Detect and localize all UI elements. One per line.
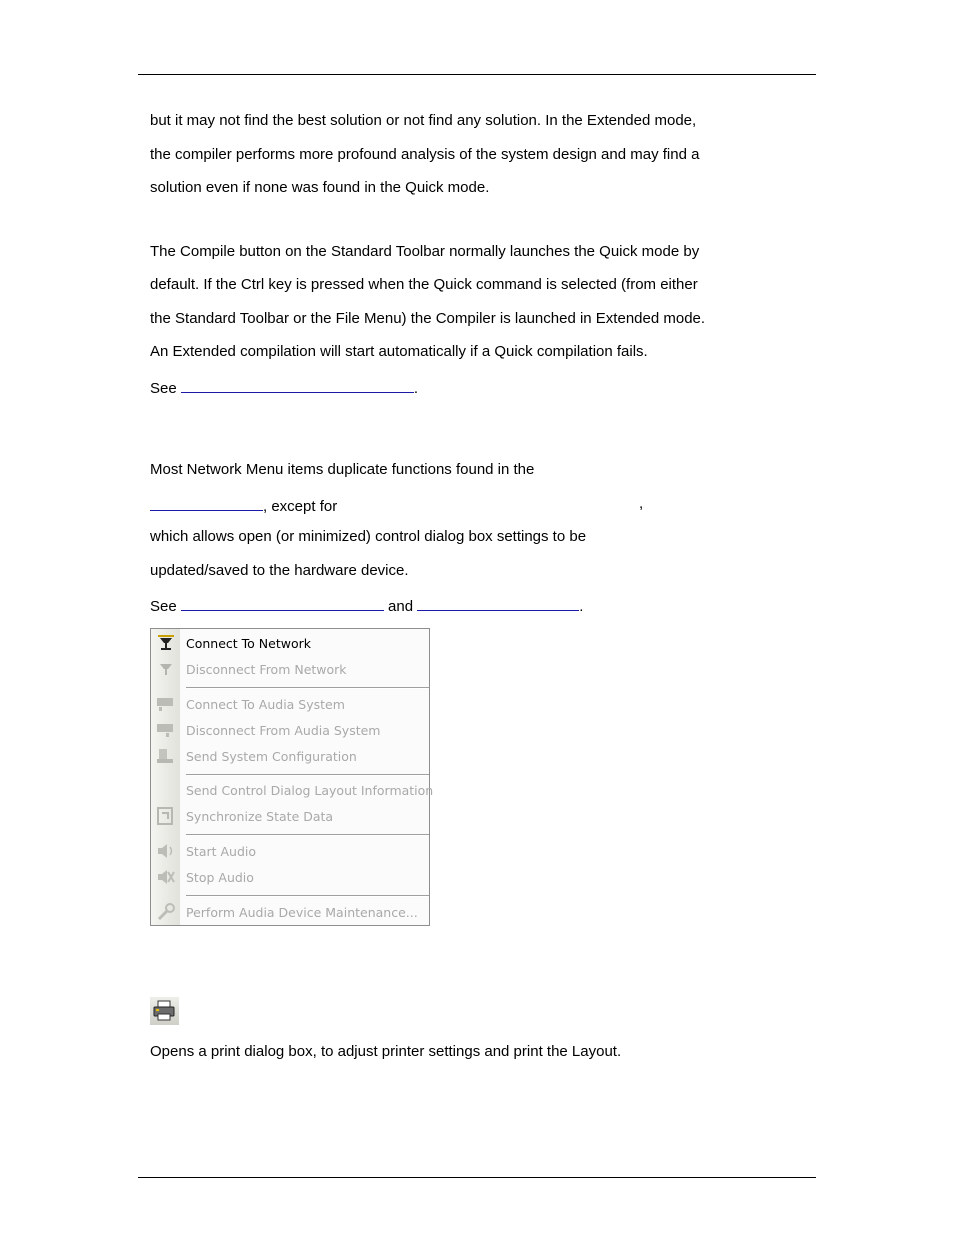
punctuation: . (579, 598, 584, 615)
footer-rule (138, 1177, 816, 1178)
punctuation: , (639, 495, 644, 512)
printer-icon (150, 997, 179, 1025)
menu-item-disconnect-from-audia-system[interactable]: Disconnect From Audia System (186, 723, 381, 738)
cross-reference-link[interactable] (150, 495, 263, 511)
see-also-line (150, 377, 418, 398)
see-also-line (150, 595, 583, 616)
body-text: solution even if none was found in the Quick mode. (150, 179, 490, 196)
menu-item-send-control-dialog-layout-information[interactable]: Send Control Dialog Layout Information (186, 783, 434, 798)
and-label: and (388, 598, 414, 615)
header-rule (138, 74, 816, 75)
body-text (150, 495, 337, 516)
cross-reference-link[interactable] (181, 377, 414, 393)
stop-audio-icon (156, 868, 176, 886)
menu-item-stop-audio[interactable]: Stop Audio (186, 870, 254, 885)
see-label: See (150, 598, 177, 615)
body-text: but it may not find the best solution or not find any solution. In the Extended mode, (150, 112, 697, 129)
menu-item-connect-to-audia-system[interactable]: Connect To Audia System (186, 697, 345, 712)
menu-item-start-audio[interactable]: Start Audio (186, 844, 257, 859)
menu-separator (186, 834, 429, 836)
system-disconnect-icon (156, 721, 176, 739)
speaker-icon (156, 842, 176, 860)
body-text: the compiler performs more profound analysis of the system design and may find a (150, 146, 700, 163)
menu-item-disconnect-from-network[interactable]: Disconnect From Network (186, 662, 347, 677)
body-text: The Compile button on the Standard Toolbar normally launches the Quick mode by (150, 243, 700, 260)
menu-item-send-system-configuration[interactable]: Send System Configuration (186, 749, 357, 764)
menu-separator (186, 687, 429, 689)
print-button-icon (150, 997, 179, 1025)
maintenance-wrench-icon (156, 903, 176, 921)
network-menu (150, 628, 434, 926)
print-description: Opens a print dialog box, to adjust printer settings and print the Layout. (150, 1043, 622, 1060)
body-text: updated/saved to the hardware device. (150, 562, 409, 579)
menu-item-connect-to-network[interactable]: Connect To Network (186, 636, 311, 651)
cross-reference-link[interactable] (417, 595, 579, 611)
body-text: Most Network Menu items duplicate functions found in the (150, 461, 535, 478)
body-text-fragment: , except for (263, 498, 338, 515)
body-text: default. If the Ctrl key is pressed when the Quick command is selected (from either (150, 276, 698, 293)
see-label: See (150, 380, 177, 397)
body-text: An Extended compilation will start automatically if a Quick compilation fails. (150, 343, 648, 360)
menu-item-synchronize-state-data[interactable]: Synchronize State Data (186, 809, 334, 824)
menu-separator (186, 774, 429, 776)
body-text: which allows open (or minimized) control dialog box settings to be (150, 528, 587, 545)
send-configuration-icon (156, 747, 176, 765)
network-connect-icon (156, 634, 176, 652)
menu-item-perform-audia-device-maintenance[interactable]: Perform Audia Device Maintenance... (186, 905, 418, 920)
synchronize-icon (156, 807, 176, 825)
system-connect-icon (156, 695, 176, 713)
cross-reference-link[interactable] (181, 595, 384, 611)
body-text: the Standard Toolbar or the File Menu) the Compiler is launched in Extended mode. (150, 310, 706, 327)
network-disconnect-icon (156, 660, 176, 678)
punctuation: . (413, 380, 419, 397)
menu-separator (186, 895, 429, 897)
